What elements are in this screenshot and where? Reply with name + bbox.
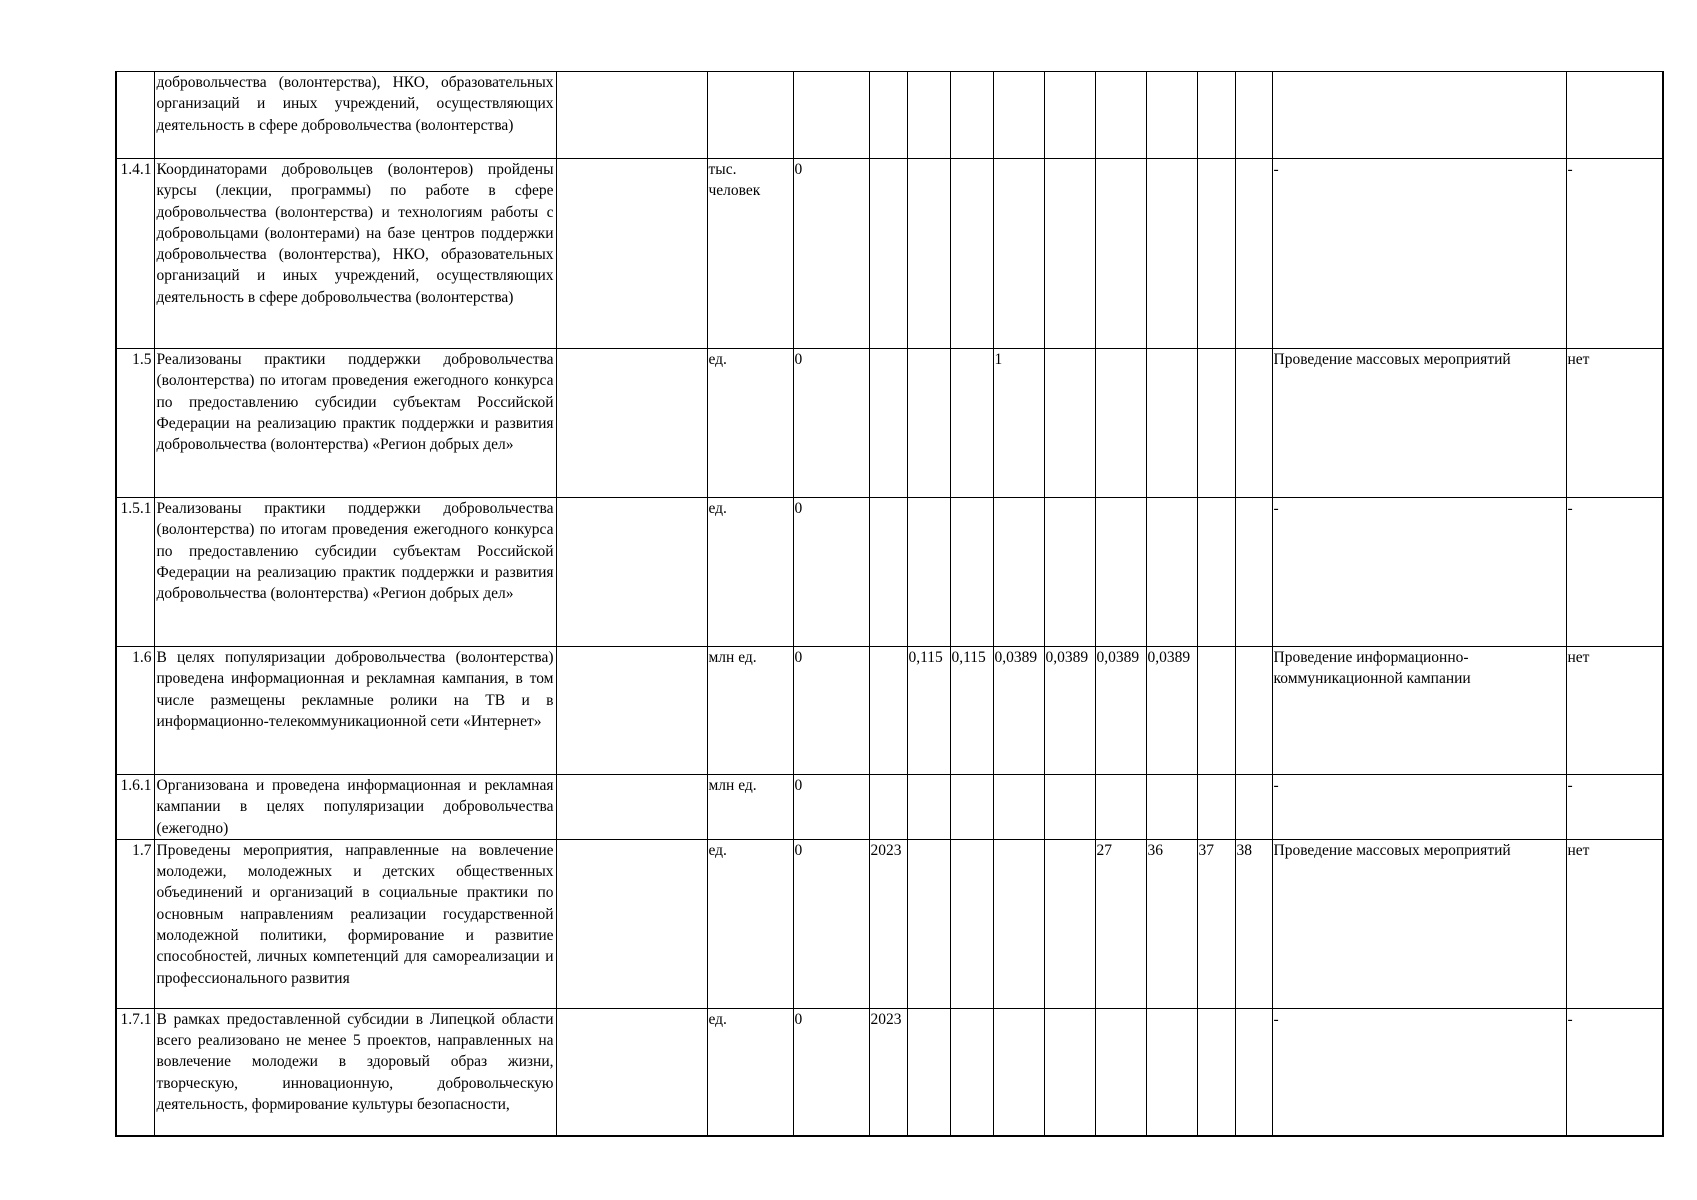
- flag-cell: -: [1566, 498, 1663, 647]
- value-cell: [1146, 775, 1197, 840]
- unit-of-measure: млн ед.: [707, 647, 793, 775]
- flag-cell: нет: [1566, 839, 1663, 1008]
- table-row: [116, 775, 1663, 840]
- value-cell: [1095, 72, 1146, 159]
- base-year: [869, 72, 907, 159]
- base-value: 0: [793, 647, 869, 775]
- empty-cell: [556, 72, 707, 159]
- base-value: 0: [793, 775, 869, 840]
- value-cell: 0,0389: [1095, 647, 1146, 775]
- table-body: [116, 72, 1663, 1137]
- flag-cell: -: [1566, 159, 1663, 349]
- information-system: -: [1272, 159, 1566, 349]
- value-cell: [1044, 775, 1095, 840]
- table-row: [116, 647, 1663, 775]
- row-number: 1.4.1: [116, 159, 154, 349]
- empty-cell: [556, 647, 707, 775]
- empty-cell: [556, 1008, 707, 1136]
- table-row: [116, 72, 1663, 159]
- indicator-description: В целях популяризации добровольчества (волонтерства) проведена информационная и рекламная кампания, в том числе размещены рекламные ролики на ТВ и в информационно-телекоммуникационной сети «Интернет»: [154, 647, 556, 775]
- base-value: 0: [793, 839, 869, 1008]
- value-cell: [907, 839, 950, 1008]
- value-cell: [1235, 159, 1272, 349]
- indicator-description: Проведены мероприятия, направленные на вовлечение молодежи, молодежных и детских общественных объединений и организаций в социальные практики по основным направлениям реализации государственной молодежной политики, формирование и развитие способностей, личных компетенций для самореализации и профессионального развития: [154, 839, 556, 1008]
- base-year: [869, 775, 907, 840]
- value-cell: 27: [1095, 839, 1146, 1008]
- value-cell: [1146, 498, 1197, 647]
- value-cell: [907, 349, 950, 498]
- value-cell: [1095, 1008, 1146, 1136]
- unit-of-measure: тыс. человек: [707, 159, 793, 349]
- table-row: [116, 1008, 1663, 1136]
- value-cell: 37: [1197, 839, 1235, 1008]
- table-row: [116, 349, 1663, 498]
- value-cell: [950, 1008, 993, 1136]
- value-cell: 38: [1235, 839, 1272, 1008]
- base-value: 0: [793, 159, 869, 349]
- value-cell: [907, 159, 950, 349]
- unit-of-measure: млн ед.: [707, 775, 793, 840]
- value-cell: [1044, 839, 1095, 1008]
- indicator-description: Реализованы практики поддержки добровольчества (волонтерства) по итогам проведения ежегодного конкурса по предоставлению субсидии субъектам Российской Федерации на реализацию практик поддержки и развития добровольчества (волонтерства) «Регион добрых дел»: [154, 349, 556, 498]
- base-year: [869, 498, 907, 647]
- flag-cell: -: [1566, 775, 1663, 840]
- indicator-description: Организована и проведена информационная и рекламная кампании в целях популяризации добровольчества (ежегодно): [154, 775, 556, 840]
- value-cell: 36: [1146, 839, 1197, 1008]
- row-number: 1.7: [116, 839, 154, 1008]
- value-cell: [993, 159, 1044, 349]
- value-cell: [1197, 159, 1235, 349]
- base-value: 0: [793, 498, 869, 647]
- value-cell: 0,115: [950, 647, 993, 775]
- value-cell: [950, 72, 993, 159]
- value-cell: [1146, 159, 1197, 349]
- information-system: Проведение информационно-коммуникационной кампании: [1272, 647, 1566, 775]
- value-cell: [950, 349, 993, 498]
- value-cell: [950, 775, 993, 840]
- empty-cell: [556, 159, 707, 349]
- row-number: [116, 72, 154, 159]
- base-year: [869, 647, 907, 775]
- value-cell: 1: [993, 349, 1044, 498]
- unit-of-measure: [707, 72, 793, 159]
- row-number: 1.6.1: [116, 775, 154, 840]
- value-cell: [1197, 775, 1235, 840]
- value-cell: 0,0389: [1044, 647, 1095, 775]
- indicators-table: [115, 71, 1664, 1137]
- value-cell: [1095, 159, 1146, 349]
- value-cell: [907, 775, 950, 840]
- flag-cell: [1566, 72, 1663, 159]
- information-system: -: [1272, 498, 1566, 647]
- value-cell: [950, 839, 993, 1008]
- value-cell: 0,115: [907, 647, 950, 775]
- unit-of-measure: ед.: [707, 1008, 793, 1136]
- value-cell: [907, 498, 950, 647]
- value-cell: [1095, 349, 1146, 498]
- value-cell: [1235, 72, 1272, 159]
- unit-of-measure: ед.: [707, 498, 793, 647]
- information-system: Проведение массовых мероприятий: [1272, 349, 1566, 498]
- value-cell: [1235, 647, 1272, 775]
- base-year: 2023: [869, 1008, 907, 1136]
- value-cell: [907, 72, 950, 159]
- base-value: 0: [793, 1008, 869, 1136]
- information-system: Проведение массовых мероприятий: [1272, 839, 1566, 1008]
- value-cell: [993, 72, 1044, 159]
- row-number: 1.5.1: [116, 498, 154, 647]
- indicator-description: добровольчества (волонтерства), НКО, образовательных организаций и иных учреждений, осуществляющих деятельность в сфере добровольчества (волонтерства): [154, 72, 556, 159]
- table-row: [116, 839, 1663, 1008]
- base-year: [869, 349, 907, 498]
- empty-cell: [556, 349, 707, 498]
- value-cell: [1146, 349, 1197, 498]
- flag-cell: -: [1566, 1008, 1663, 1136]
- base-value: 0: [793, 349, 869, 498]
- row-number: 1.7.1: [116, 1008, 154, 1136]
- value-cell: [993, 498, 1044, 647]
- value-cell: [907, 1008, 950, 1136]
- indicator-description: В рамках предоставленной субсидии в Липецкой области всего реализовано не менее 5 проектов, направленных на вовлечение молодежи в здоровый образ жизни, творческую, инновационную, добровольческую деятельность, формирование культуры безопасности,: [154, 1008, 556, 1136]
- value-cell: [1235, 775, 1272, 840]
- value-cell: [1146, 72, 1197, 159]
- flag-cell: нет: [1566, 647, 1663, 775]
- value-cell: [1235, 1008, 1272, 1136]
- table-row: [116, 498, 1663, 647]
- flag-cell: нет: [1566, 349, 1663, 498]
- empty-cell: [556, 775, 707, 840]
- value-cell: [1044, 159, 1095, 349]
- value-cell: [1197, 72, 1235, 159]
- value-cell: [1197, 647, 1235, 775]
- row-number: 1.6: [116, 647, 154, 775]
- table-row: [116, 159, 1663, 349]
- value-cell: [993, 1008, 1044, 1136]
- value-cell: [1044, 72, 1095, 159]
- row-number: 1.5: [116, 349, 154, 498]
- value-cell: [993, 839, 1044, 1008]
- indicator-description: Координаторами добровольцев (волонтеров) пройдены курсы (лекции, программы) по работе в сфере добровольчества (волонтерства) и технологиям работы с добровольцами (волонтерами) на базе центров поддержки добровольчества (волонтерства), НКО, образовательных организаций и иных учреждений, осуществляющих деятельность в сфере добровольчества (волонтерства): [154, 159, 556, 349]
- value-cell: [1044, 1008, 1095, 1136]
- value-cell: [1095, 498, 1146, 647]
- unit-of-measure: ед.: [707, 349, 793, 498]
- empty-cell: [556, 839, 707, 1008]
- value-cell: [950, 498, 993, 647]
- value-cell: [1146, 1008, 1197, 1136]
- empty-cell: [556, 498, 707, 647]
- indicator-description: Реализованы практики поддержки добровольчества (волонтерства) по итогам проведения ежегодного конкурса по предоставлению субсидии субъектам Российской Федерации на реализацию практик поддержки и развития добровольчества (волонтерства) «Регион добрых дел»: [154, 498, 556, 647]
- value-cell: [1197, 349, 1235, 498]
- information-system: -: [1272, 775, 1566, 840]
- base-year: [869, 159, 907, 349]
- value-cell: [1197, 498, 1235, 647]
- information-system: [1272, 72, 1566, 159]
- base-value: [793, 72, 869, 159]
- value-cell: [1095, 775, 1146, 840]
- value-cell: [1044, 498, 1095, 647]
- value-cell: 0,0389: [1146, 647, 1197, 775]
- base-year: 2023: [869, 839, 907, 1008]
- value-cell: [950, 159, 993, 349]
- value-cell: [993, 775, 1044, 840]
- value-cell: 0,0389: [993, 647, 1044, 775]
- value-cell: [1235, 498, 1272, 647]
- unit-of-measure: ед.: [707, 839, 793, 1008]
- value-cell: [1197, 1008, 1235, 1136]
- value-cell: [1235, 349, 1272, 498]
- value-cell: [1044, 349, 1095, 498]
- information-system: -: [1272, 1008, 1566, 1136]
